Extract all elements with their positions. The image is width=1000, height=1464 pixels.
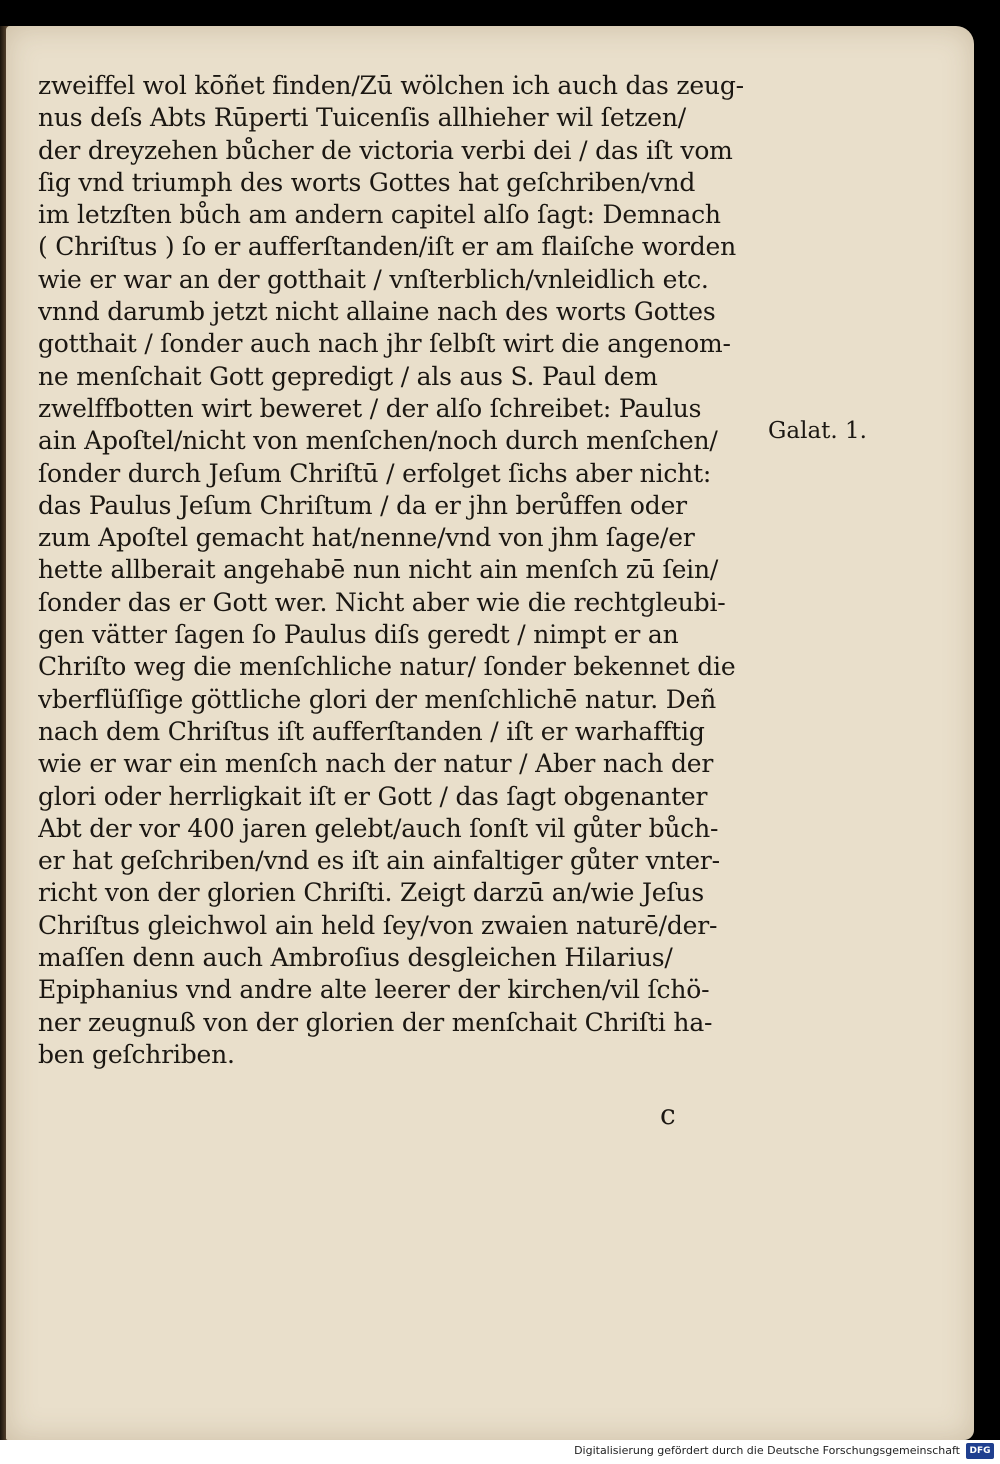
text-line: Epiphanius vnd andre alte leerer der kirchen/vil ſchö- [38, 975, 710, 1005]
text-line: hette allberait angehabē nun nicht ain menſch zū ſein/ [38, 555, 719, 585]
text-line: zum Apoſtel gemacht hat/nenne/vnd von jhm ſage/er [38, 523, 695, 553]
text-line: gotthait / ſonder auch nach jhr ſelbſt wirt die angenom- [38, 329, 731, 359]
text-line: nach dem Chriſtus iſt aufferſtanden / iſt er warhafftig [38, 716, 705, 746]
footer-credit: Digitalisierung gefördert durch die Deutsche Forschungsgemeinschaft [574, 1444, 960, 1457]
text-line: ( Chriſtus ) ſo er aufferſtanden/iſt er am flaiſche worden [38, 232, 737, 262]
text-line: Abt der vor 400 jaren gelebt/auch ſonſt vil gůter bůch- [38, 813, 719, 843]
text-line: ſonder durch Jeſum Chriſtū / erfolget ſichs aber nicht: [38, 458, 712, 488]
text-line: gen vätter ſagen ſo Paulus diſs geredt / nimpt er an [38, 620, 679, 650]
signature-mark: c [660, 1098, 676, 1131]
text-line: zwelffbotten wirt beweret / der alſo ſchreibet: Paulus [38, 393, 702, 423]
text-line: ain Apoſtel/nicht von menſchen/noch durch menſchen/ [38, 426, 718, 456]
text-line: nus deſs Abts Rūperti Tuicenſis allhieher wil ſetzen/ [38, 103, 686, 133]
text-line: ſig vnd triumph des worts Gottes hat geſchriben/vnd [38, 167, 696, 197]
footer-bar [0, 1440, 1000, 1464]
margin-note: Galat. 1. [768, 418, 867, 444]
text-line: im letzſten bůch am andern capitel alſo ſagt: Demnach [38, 200, 721, 230]
text-line: zweiffel wol kōñet finden/Zū wölchen ich auch das zeug- [38, 71, 744, 100]
text-line: richt von der glorien Chriſti. Zeigt darzū an/wie Jeſus [38, 878, 704, 908]
text-line: glori oder herrligkait iſt er Gott / das ſagt obgenanter [38, 781, 708, 811]
text-line: ben geſchriben. [38, 1039, 235, 1069]
text-line: wie er war ein menſch nach der natur / Aber nach der [38, 749, 714, 779]
text-line: er hat geſchriben/vnd es iſt ain ainfaltiger gůter vnter- [38, 846, 720, 876]
text-line: das Paulus Jeſum Chriſtum / da er jhn berůffen oder [38, 490, 687, 520]
text-line: wie er war an der gotthait / vnſterblich/vnleidlich etc. [38, 264, 709, 294]
text-line: vnnd darumb jetzt nicht allaine nach des worts Gottes [38, 297, 716, 327]
page-text [38, 70, 773, 1071]
text-line: Chriſtus gleichwol ain held ſey/von zwaien naturē/der- [38, 910, 718, 940]
text-line: Chriſto weg die menſchliche natur/ ſonder bekennet die [38, 652, 736, 682]
dfg-logo: DFG [966, 1443, 994, 1459]
text-line: ſonder das er Gott wer. Nicht aber wie die rechtgleubi- [38, 587, 726, 617]
text-line: vberflüſſige göttliche glori der menſchlichē natur. Deñ [38, 684, 717, 714]
text-line: ner zeugnuß von der glorien der menſchait Chriſti ha- [38, 1007, 713, 1037]
text-line: der dreyzehen bůcher de victoria verbi dei / das iſt vom [38, 135, 733, 165]
text-line: ne menſchait Gott gepredigt / als aus S. Paul dem [38, 361, 658, 391]
text-line: maſſen denn auch Ambroſius desgleichen Hilarius/ [38, 943, 673, 973]
